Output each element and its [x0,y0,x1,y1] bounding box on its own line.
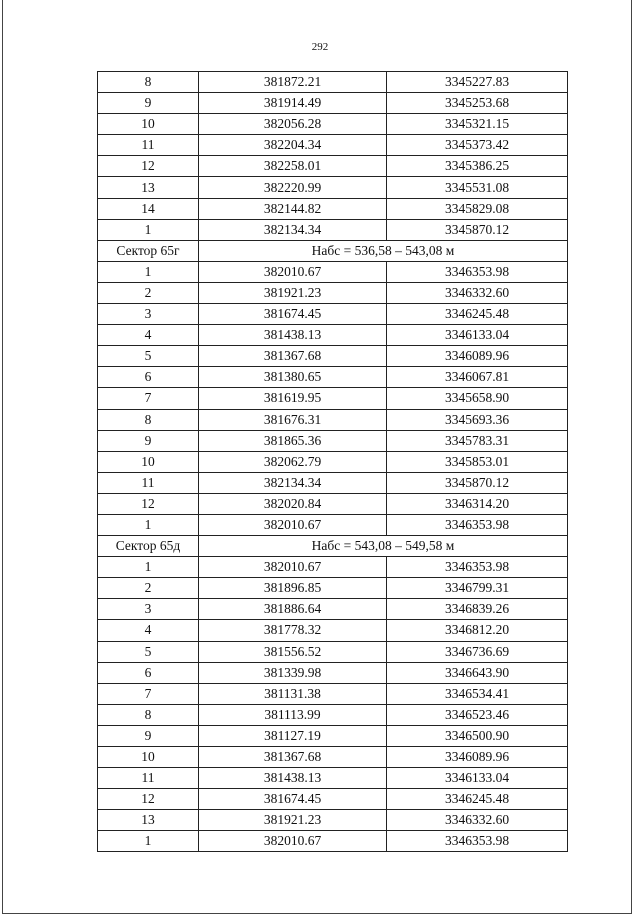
coordinate-x: 381367.68 [199,346,387,367]
point-number: 1 [98,557,199,578]
table-row [98,325,568,346]
coordinates-table-body [98,72,568,852]
point-number: 14 [98,198,199,219]
table-row [98,704,568,725]
coordinate-x: 381438.13 [199,768,387,789]
table-row [98,831,568,852]
table-row [98,557,568,578]
point-number: 2 [98,282,199,303]
table-row [98,514,568,535]
table-row [98,810,568,831]
sector-header-row [98,240,568,261]
table-row [98,388,568,409]
table-row [98,72,568,93]
point-number: 1 [98,831,199,852]
coordinate-y: 3346812.20 [387,620,568,641]
point-number: 9 [98,725,199,746]
coordinate-x: 381674.45 [199,304,387,325]
coordinate-x: 381113.99 [199,704,387,725]
coordinate-x: 382220.99 [199,177,387,198]
table-row [98,578,568,599]
coordinate-y: 3345531.08 [387,177,568,198]
table-row [98,135,568,156]
coordinate-y: 3346500.90 [387,725,568,746]
point-number: 10 [98,114,199,135]
coordinate-y: 3346133.04 [387,768,568,789]
coordinate-y: 3345829.08 [387,198,568,219]
table-row [98,282,568,303]
point-number: 4 [98,620,199,641]
point-number: 1 [98,514,199,535]
table-row [98,114,568,135]
point-number: 7 [98,388,199,409]
table-row [98,789,568,810]
coordinate-y: 3346314.20 [387,493,568,514]
coordinate-x: 381438.13 [199,325,387,346]
coordinate-y: 3346133.04 [387,325,568,346]
point-number: 12 [98,156,199,177]
coordinate-x: 381872.21 [199,72,387,93]
coordinate-y: 3346523.46 [387,704,568,725]
coordinate-y: 3346839.26 [387,599,568,620]
sector-label: Сектор 65д [98,536,199,557]
coordinate-x: 381914.49 [199,93,387,114]
coordinate-y: 3346353.98 [387,514,568,535]
table-row [98,198,568,219]
table-row [98,472,568,493]
point-number: 6 [98,367,199,388]
coordinate-y: 3346353.98 [387,557,568,578]
sector-header-row [98,536,568,557]
coordinate-x: 382020.84 [199,493,387,514]
point-number: 13 [98,810,199,831]
coordinate-x: 381921.23 [199,810,387,831]
coordinates-table [97,71,568,852]
coordinate-x: 382258.01 [199,156,387,177]
table-row [98,493,568,514]
page-number: 292 [311,41,329,53]
coordinate-y: 3345693.36 [387,409,568,430]
coordinate-y: 3346353.98 [387,831,568,852]
table-row [98,304,568,325]
coordinate-x: 381778.32 [199,620,387,641]
point-number: 11 [98,135,199,156]
point-number: 12 [98,789,199,810]
sector-elevation-range: Набс = 543,08 – 549,58 м [199,536,568,557]
coordinate-y: 3345853.01 [387,451,568,472]
coordinate-y: 3346353.98 [387,261,568,282]
point-number: 12 [98,493,199,514]
coordinate-y: 3345658.90 [387,388,568,409]
coordinate-y: 3346245.48 [387,304,568,325]
coordinate-y: 3346332.60 [387,282,568,303]
coordinate-y: 3345870.12 [387,219,568,240]
coordinate-x: 381676.31 [199,409,387,430]
table-row [98,261,568,282]
coordinate-y: 3345373.42 [387,135,568,156]
coordinate-x: 381127.19 [199,725,387,746]
coordinate-y: 3345870.12 [387,472,568,493]
point-number: 5 [98,346,199,367]
coordinate-y: 3346534.41 [387,683,568,704]
table-row [98,346,568,367]
point-number: 6 [98,662,199,683]
coordinate-x: 382134.34 [199,472,387,493]
coordinate-x: 382010.67 [199,514,387,535]
point-number: 11 [98,472,199,493]
coordinate-x: 382010.67 [199,557,387,578]
coordinate-y: 3345321.15 [387,114,568,135]
point-number: 3 [98,304,199,325]
coordinate-y: 3346332.60 [387,810,568,831]
coordinate-x: 381131.38 [199,683,387,704]
table-row [98,367,568,388]
table-row [98,177,568,198]
table-row [98,725,568,746]
table-row [98,620,568,641]
coordinate-x: 381886.64 [199,599,387,620]
table-row [98,662,568,683]
coordinate-x: 382010.67 [199,261,387,282]
sector-label: Сектор 65г [98,240,199,261]
coordinate-x: 382134.34 [199,219,387,240]
point-number: 5 [98,641,199,662]
table-row [98,219,568,240]
point-number: 11 [98,768,199,789]
point-number: 8 [98,409,199,430]
table-row [98,641,568,662]
table-row [98,451,568,472]
point-number: 9 [98,93,199,114]
coordinate-y: 3346643.90 [387,662,568,683]
table-row [98,156,568,177]
coordinate-x: 381619.95 [199,388,387,409]
coordinate-y: 3346245.48 [387,789,568,810]
table-row [98,409,568,430]
coordinate-x: 381921.23 [199,282,387,303]
coordinate-x: 382062.79 [199,451,387,472]
coordinate-y: 3346736.69 [387,641,568,662]
sector-elevation-range: Набс = 536,58 – 543,08 м [199,240,568,261]
coordinate-x: 381865.36 [199,430,387,451]
coordinate-y: 3346067.81 [387,367,568,388]
point-number: 1 [98,219,199,240]
point-number: 4 [98,325,199,346]
coordinate-x: 381339.98 [199,662,387,683]
point-number: 2 [98,578,199,599]
coordinate-x: 382204.34 [199,135,387,156]
table-row [98,768,568,789]
coordinate-y: 3345253.68 [387,93,568,114]
coordinate-y: 3345783.31 [387,430,568,451]
coordinate-x: 381367.68 [199,747,387,768]
point-number: 1 [98,261,199,282]
table-row [98,93,568,114]
coordinate-y: 3346089.96 [387,747,568,768]
coordinate-x: 382056.28 [199,114,387,135]
table-row [98,430,568,451]
point-number: 3 [98,599,199,620]
coordinate-x: 381674.45 [199,789,387,810]
point-number: 8 [98,704,199,725]
coordinate-y: 3346799.31 [387,578,568,599]
coordinate-x: 382144.82 [199,198,387,219]
coordinate-y: 3346089.96 [387,346,568,367]
point-number: 9 [98,430,199,451]
point-number: 8 [98,72,199,93]
point-number: 7 [98,683,199,704]
table-row [98,683,568,704]
point-number: 13 [98,177,199,198]
coordinate-x: 381556.52 [199,641,387,662]
coordinate-x: 381896.85 [199,578,387,599]
coordinate-y: 3345227.83 [387,72,568,93]
table-row [98,599,568,620]
coordinate-x: 381380.65 [199,367,387,388]
point-number: 10 [98,747,199,768]
coordinate-x: 382010.67 [199,831,387,852]
point-number: 10 [98,451,199,472]
table-row [98,747,568,768]
coordinate-y: 3345386.25 [387,156,568,177]
